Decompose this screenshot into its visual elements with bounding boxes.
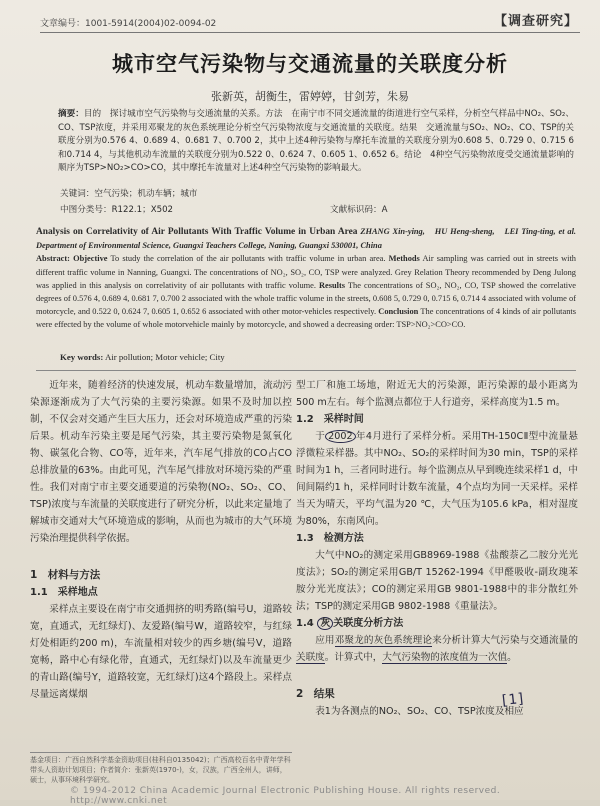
time-text: 年4月进行了采样分析。采用TH-150CⅡ型中流量悬浮微粒采样器。其中NO₂、SO₂的采样时间为30 min，TSP的采样时间为1 h，三者同时进行。每个监测点从早到晚连续采样1 d，中间间隔约1 h，采样同时计数车流量，4个点均为同一天采样。采样当天为晴天，平均气温为20 ℃，大气压为105.6 kPa，相对湿度为80%，东南风向。 [296,431,579,527]
analysis-mid2: 。计算式中， [324,652,383,663]
sampling-sites-paragraph: 采样点主要设在南宁市交通拥挤的明秀路(编号U，道路较宽，直通式，无红绿灯)、友爱路(编号W，道路较窄，与红绿灯处相距约200 m)，车流量相对较少的西乡塘(编号V，道路宽畅，路中心有绿化带，直通式，无红绿灯)以及车流量更少的青山路(编号Y，道路较宽，无红绿灯)这4个路段上。采样点尽量远离煤烟 [30,604,292,700]
chinese-keywords: 关键词：空气污染；机动车辆；城市 [60,189,198,199]
conclusion-text: The concentrations of 4 kinds of air pollutants were effected by the volume of whole motorvehicle mainly by motorcycle, and showed a decreasing order: TSP>NO₂>CO>CO. [36,307,576,330]
document-code: 文献标识码：A [330,205,388,215]
heading-sampling-time: 1.2 采样时间 [296,414,364,425]
english-title: Analysis on Correlativity of Air Pollutants With Traffic Volume in Urban Area [36,227,358,237]
paper-authors: 张新英，胡衡生，雷婷婷，甘剑芳，朱易 [211,90,409,103]
results-label: Results [318,280,346,290]
intro-paragraph: 近年来，随着经济的快速发展，机动车数量增加，流动污染源逐渐成为了大气污染的主要污染源。如果不及时加以控制，不仅会对交通产生巨大压力，还会对环境造成严重的污染后果。机动车污染主要是尾气污染，其主要污染物是氮氧化物、碳氢化合物、CO等，近年来，汽车尾气排放的CO占CO总排放量的63%。由此可见，汽车尾气排放对环境污染的严重性。我们对南宁市主要交通要道的污染物(NO₂、SO₂、CO、TSP)浓度与车流量的关联度进行了研究分析，以此来定量地了解城市交通对大气环境造成的影响，从而也为城市的大气环境污染治理提供科学依据。 [30,380,292,544]
chinese-abstract [58,108,574,176]
english-keywords [60,352,225,362]
heading-rest: 关联度分析方法 [333,618,404,629]
classification-number: 中图分类号：R122.1；X502 [60,205,174,215]
paper-title: 城市空气污染物与交通流量的关联度分析 [112,52,508,76]
header-rule [40,32,580,33]
abstract-label: 摘要： [58,109,84,119]
methods-text: Air sampling was carried out in streets with different traffic volume in Nanning, Guangxi. The concentrations of NO₂, SO₂, CO, TSP were analyzed. Grey Relation Theory recommended by Deng Julong was applied in this analysis on correlativity of air pollutants with traffic volume. [36,254,576,290]
underlined-correlation: 关联度 [296,652,325,663]
english-abstract [36,225,576,332]
conclusion-label: Conclusion [378,307,419,317]
underlined-concentration: 大气污染物的浓度值为一次值 [382,652,508,663]
heading-materials-methods: 1 材料与方法 [30,569,101,581]
english-keywords-text: Air pollution; Motor vehicle; City [104,352,225,362]
circled-char: 灰 [317,617,333,630]
sites-continued-paragraph: 型工厂和施工场地，附近无大的污染源，距污染源的最小距离为500 m左右。每个监测点都位于人行道旁，采样高度为1.5 m。 [296,380,578,408]
abstract-text: 目的 探讨城市空气污染物与交通流量的关系。方法 在南宁市不同交通流量的街道进行空气采样，分析空气样品中NO₂、SO₂、CO、TSP浓度，并采用邓聚龙的灰色系统理论分析空气污染物浓度与交通流量的关联度。结果 交通流量与SO₂、NO₂、CO、TSP的关联度分别为0.576 4、0.689 4、0.681 7、0.700 2，其中上述4种污染物与摩托车流量的关联度分别为0.608 5、0.729 0、0.715 6和0.714 4，与其他机动车流量的关联度分别为0.522 0、0.624 7、0.605 1、0.652 6。结论 4种空气污染物浓度受交通流量影响的顺序为TSP>NO₂>CO>CO，其中摩托车流量对上述4种空气污染物的影响最大。 [58,109,574,173]
english-keywords-label: Key words: [60,352,104,362]
underlined-theory: 邓聚龙的灰色系统理论 [334,635,433,646]
heading-detection-methods: 1.3 检测方法 [296,533,364,544]
detection-methods-paragraph: 大气中NO₂的测定采用GB8969-1988《盐酸萘乙二胺分光光度法》；SO₂的测定采用GB/T 15262-1994《甲醛吸收-副玫瑰苯胺分光光度法》；CO的测定采用GB 9801-1988中的非分散红外法；TSP的测定采用GB 9802-1988《重量法》。 [296,550,578,612]
circled-year: 2002 [325,430,355,443]
results-paragraph: 表1为各测点的NO₂、SO₂、CO、TSP浓度及相应 [315,706,524,717]
english-authors: ZHANG Xin-ying, HU Heng-sheng, LEI Ting-ting, et al. Department of Environmental Science, Guangxi Teachers College, Naning, Guangxi 530001, China [36,227,576,251]
analysis-mid: 来分析计算大气污染与交通流量的 [432,635,579,646]
article-number: 文章编号：1001-5914(2004)02-0094-02 [40,19,217,29]
analysis-pre: 应用 [315,635,335,646]
footnote: 基金项目：广西自然科学基金资助项目(桂科自0135042)；广西高校百名中青年学科带头人资助计划项目；作者简介：张新英(1970-)，女，汉族，广西全州人，讲师，硕士，从事环境科学研究。 [30,752,292,785]
right-column [296,377,578,720]
objective-label: Abstract: Objective [36,254,108,264]
methods-label: Methods [388,254,420,264]
handwritten-note: [1] [499,690,527,710]
watermark: © 1994-2012 China Academic Journal Electronic Publishing House. All rights reserved. http://www.cnki.net [70,786,510,806]
section-tag: 【调查研究】 [493,14,578,29]
analysis-end: 。 [507,652,517,663]
sampling-time-paragraph [296,428,578,530]
left-column [30,377,292,703]
heading-sampling-sites: 1.1 采样地点 [30,587,98,598]
objective-text: To study the correlation of the air pollutants with traffic volume in urban area. [110,254,386,264]
heading-grey-analysis [296,615,578,632]
time-prefix: 于 [315,431,326,442]
results-text: The concentrations of SO₂, NO₂, CO, TSP showed the correlative degrees of 0.576 4, 0.689 4, 0.681 7, 0.700 2 associated with the whole traffic volume in the streets, 0.608 5, 0.729 0, 0.715 6, 0.714 4 associated with volume of motorcycle, and 0.522 0, 0.624 7, 0.605 1, 0.652 6 associated with other motor-vehicles respectively. [36,280,577,317]
heading-results: 2 结果 [296,688,335,700]
abstract-rule [36,370,576,371]
grey-analysis-paragraph [296,632,578,666]
heading-number: 1.4 [296,618,314,629]
